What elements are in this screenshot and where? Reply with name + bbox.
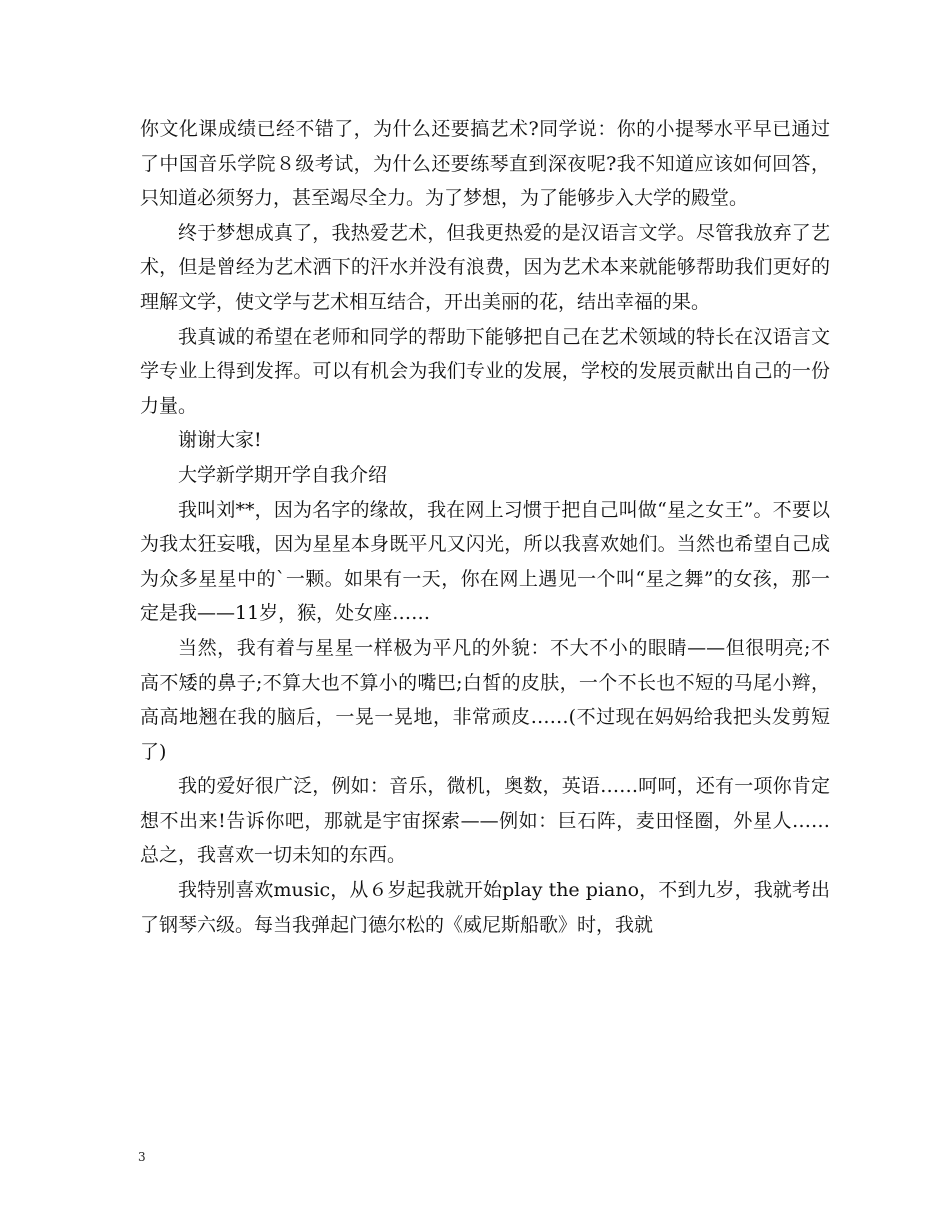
paragraph-3: 我真诚的希望在老师和同学的帮助下能够把自己在艺术领域的特长在汉语言文学专业上得到发挥。可以有机会为我们专业的发展，学校的发展贡献出自己的一份力量。	[140, 325, 830, 417]
paragraph-9: 我特别喜欢music，从６岁起我就开始play the piano，不到九岁，我就考出了钢琴六级。每当我弹起门德尔松的《威尼斯船歌》时，我就	[140, 879, 830, 936]
paragraph-2: 终于梦想成真了，我热爱艺术，但我更热爱的是汉语言文学。尽管我放弃了艺术，但是曾经为艺术洒下的汗水并没有浪费，因为艺术本来就能够帮助我们更好的理解文学，使文学与艺术相互结合，开出美丽的花，结出幸福的果。	[140, 221, 830, 313]
paragraph-7: 当然，我有着与星星一样极为平凡的外貌：不大不小的眼睛——但很明亮;不高不矮的鼻子;不算大也不算小的嘴巴;白皙的皮肤，一个不长也不短的马尾小辫，高高地翘在我的脑后，一晃一晃地，非常顽皮……(不过现在妈妈给我把头发剪短了)	[140, 636, 830, 763]
paragraph-1: 你文化课成绩已经不错了，为什么还要搞艺术?同学说：你的小提琴水平早已通过了中国音乐学院８级考试，为什么还要练琴直到深夜呢?我不知道应该如何回答，只知道必须努力，甚至竭尽全力。为了梦想，为了能够步入大学的殿堂。	[140, 118, 830, 210]
page-number: 3	[138, 1150, 146, 1164]
body-text	[140, 112, 830, 942]
paragraph-8: 我的爱好很广泛，例如：音乐，微机，奥数，英语……呵呵，还有一项你肯定想不出来!告诉你吧，那就是宇宙探索——例如：巨石阵，麦田怪圈，外星人……总之，我喜欢一切未知的东西。	[140, 775, 830, 867]
section-heading: 大学新学期开学自我介绍	[178, 463, 388, 486]
paragraph-4: 谢谢大家!	[178, 429, 262, 452]
paragraph-6: 我叫刘**，因为名字的缘故，我在网上习惯于把自己叫做“星之女王”。不要以为我太狂妄哦，因为星星本身既平凡又闪光，所以我喜欢她们。当然也希望自己成为众多星星中的`一颗。如果有一天，你在网上遇见一个叫“星之舞”的女孩，那一定是我——11岁，猴，处女座……	[140, 498, 830, 625]
